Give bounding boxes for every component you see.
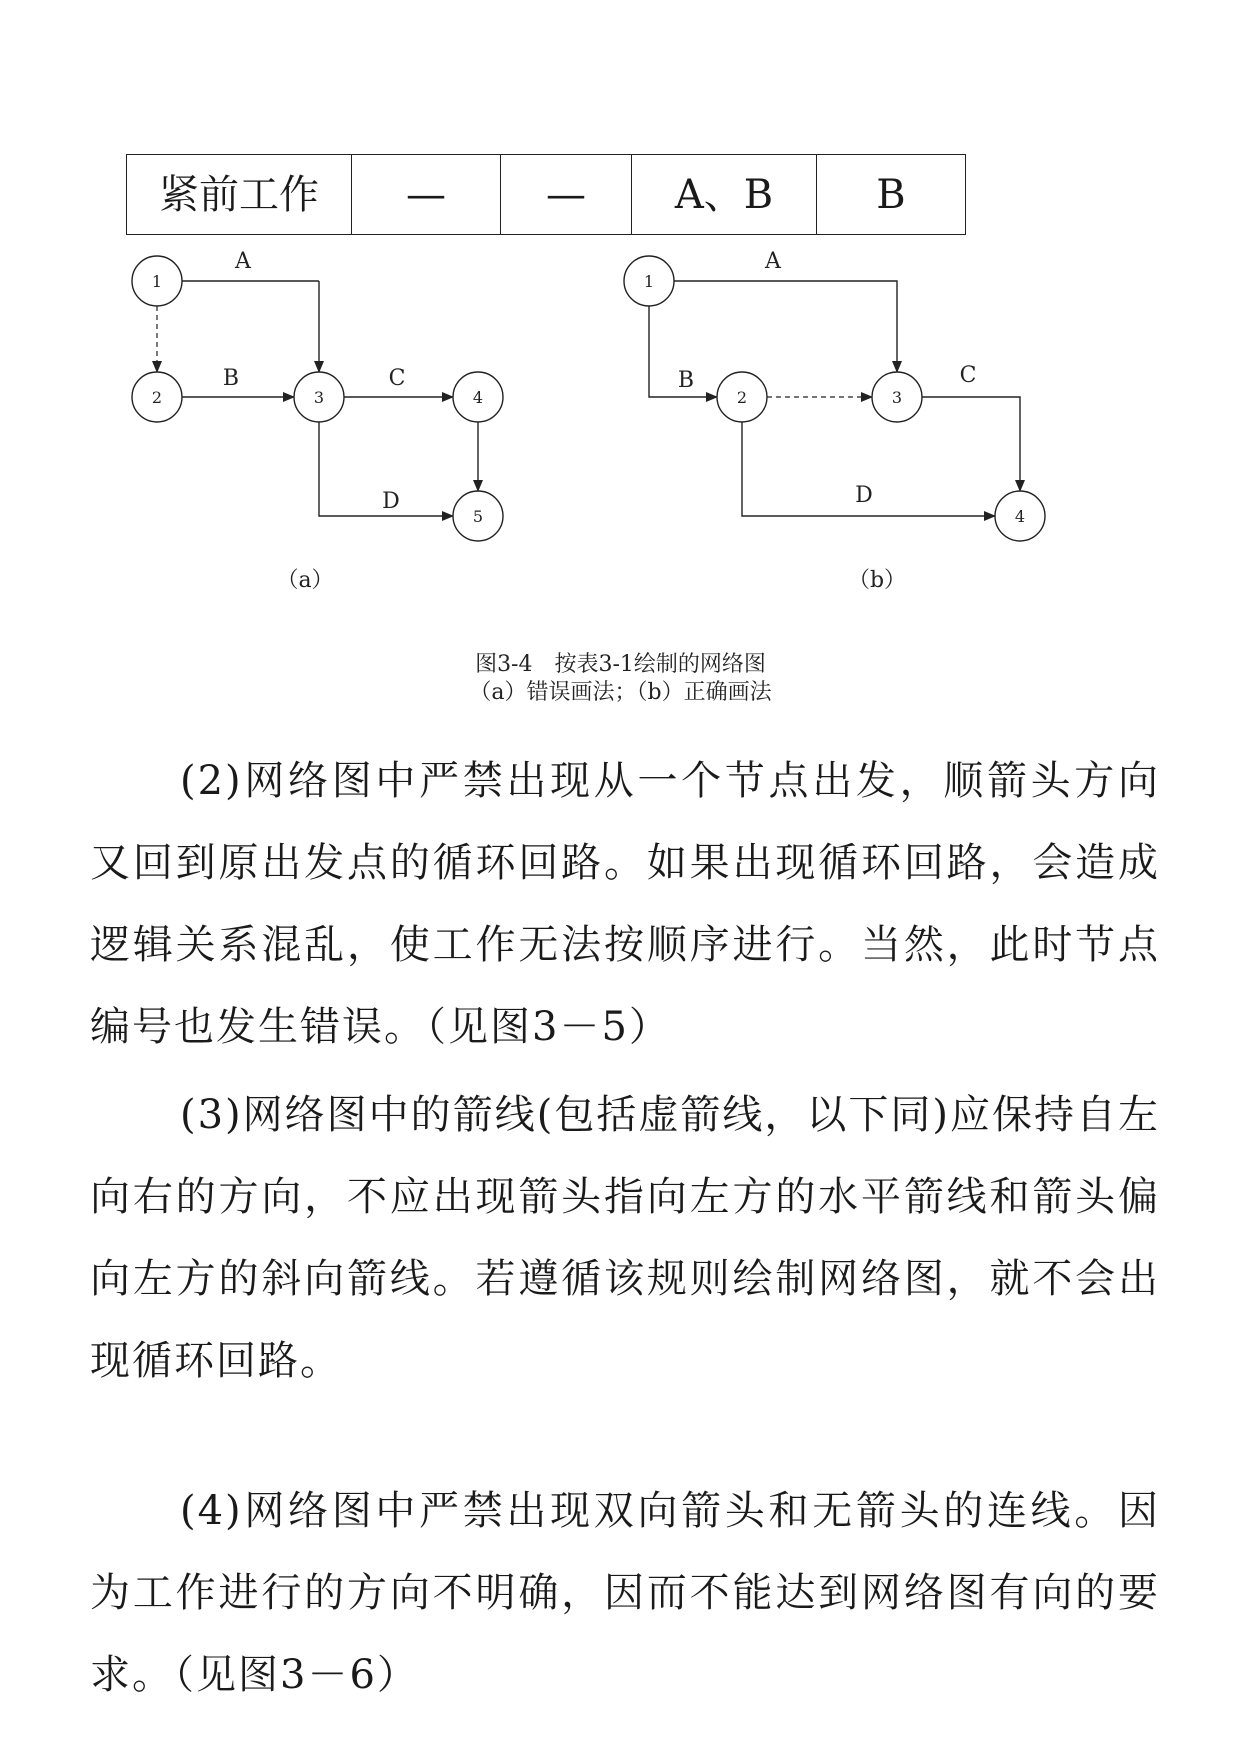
node-label: 5	[472, 507, 484, 526]
diagram-b	[624, 249, 1045, 593]
figure-caption: 图3-4 按表3-1绘制的网络图	[475, 652, 766, 677]
paragraph-text: (3)网络图中的箭线(包括虚箭线，以下同)应保持自左向右的方向，不应出现箭头指向左方的水平箭线和箭头偏向左方的斜向箭线。若遵循该规则绘制网络图，就不会出现循环回路。	[90, 1092, 1160, 1384]
node-label: 1	[643, 272, 655, 291]
table-cell: —	[501, 155, 632, 235]
subfigure-label: （a）	[276, 568, 334, 593]
table-cell: B	[817, 155, 966, 235]
paragraph	[90, 740, 1160, 1068]
diagram-a	[132, 249, 503, 593]
activity-label: A	[765, 249, 781, 274]
table-row-label: 紧前工作	[127, 155, 352, 235]
activity-label: C	[959, 363, 977, 388]
paragraph-text: (4)网络图中严禁出现双向箭头和无箭头的连线。因为工作进行的方向不明确，因而不能达到网络图有向的要求。（见图3－6）	[90, 1488, 1160, 1698]
figure-subcaption: （a）错误画法；（b）正确画法	[469, 680, 772, 705]
node-label: 2	[736, 388, 748, 407]
activity-label: B	[677, 368, 695, 393]
activity-label: A	[235, 249, 251, 274]
activity-label: D	[382, 489, 400, 514]
paragraph	[90, 1470, 1160, 1716]
activity-label: B	[222, 366, 240, 391]
arrow-a	[674, 281, 897, 372]
table-cell: A、B	[632, 155, 817, 235]
subfigure-label: （b）	[847, 568, 907, 593]
paragraph	[90, 1074, 1160, 1402]
table-cell: —	[352, 155, 501, 235]
arrow-c	[922, 397, 1020, 491]
paragraph-text: (2)网络图中严禁出现从一个节点出发，顺箭头方向又回到原出发点的循环回路。如果出现循环回路，会造成逻辑关系混乱，使工作无法按顺序进行。当然，此时节点编号也发生错误。（见图3－5）	[90, 758, 1160, 1050]
node-label: 2	[151, 388, 163, 407]
node-label: 3	[891, 388, 903, 407]
node-label: 1	[151, 272, 163, 291]
network-diagrams	[0, 0, 1241, 640]
node-label: 4	[472, 388, 484, 407]
activity-label: D	[855, 483, 873, 508]
activity-label: C	[388, 366, 406, 391]
node-label: 4	[1014, 507, 1026, 526]
node-label: 3	[313, 388, 325, 407]
